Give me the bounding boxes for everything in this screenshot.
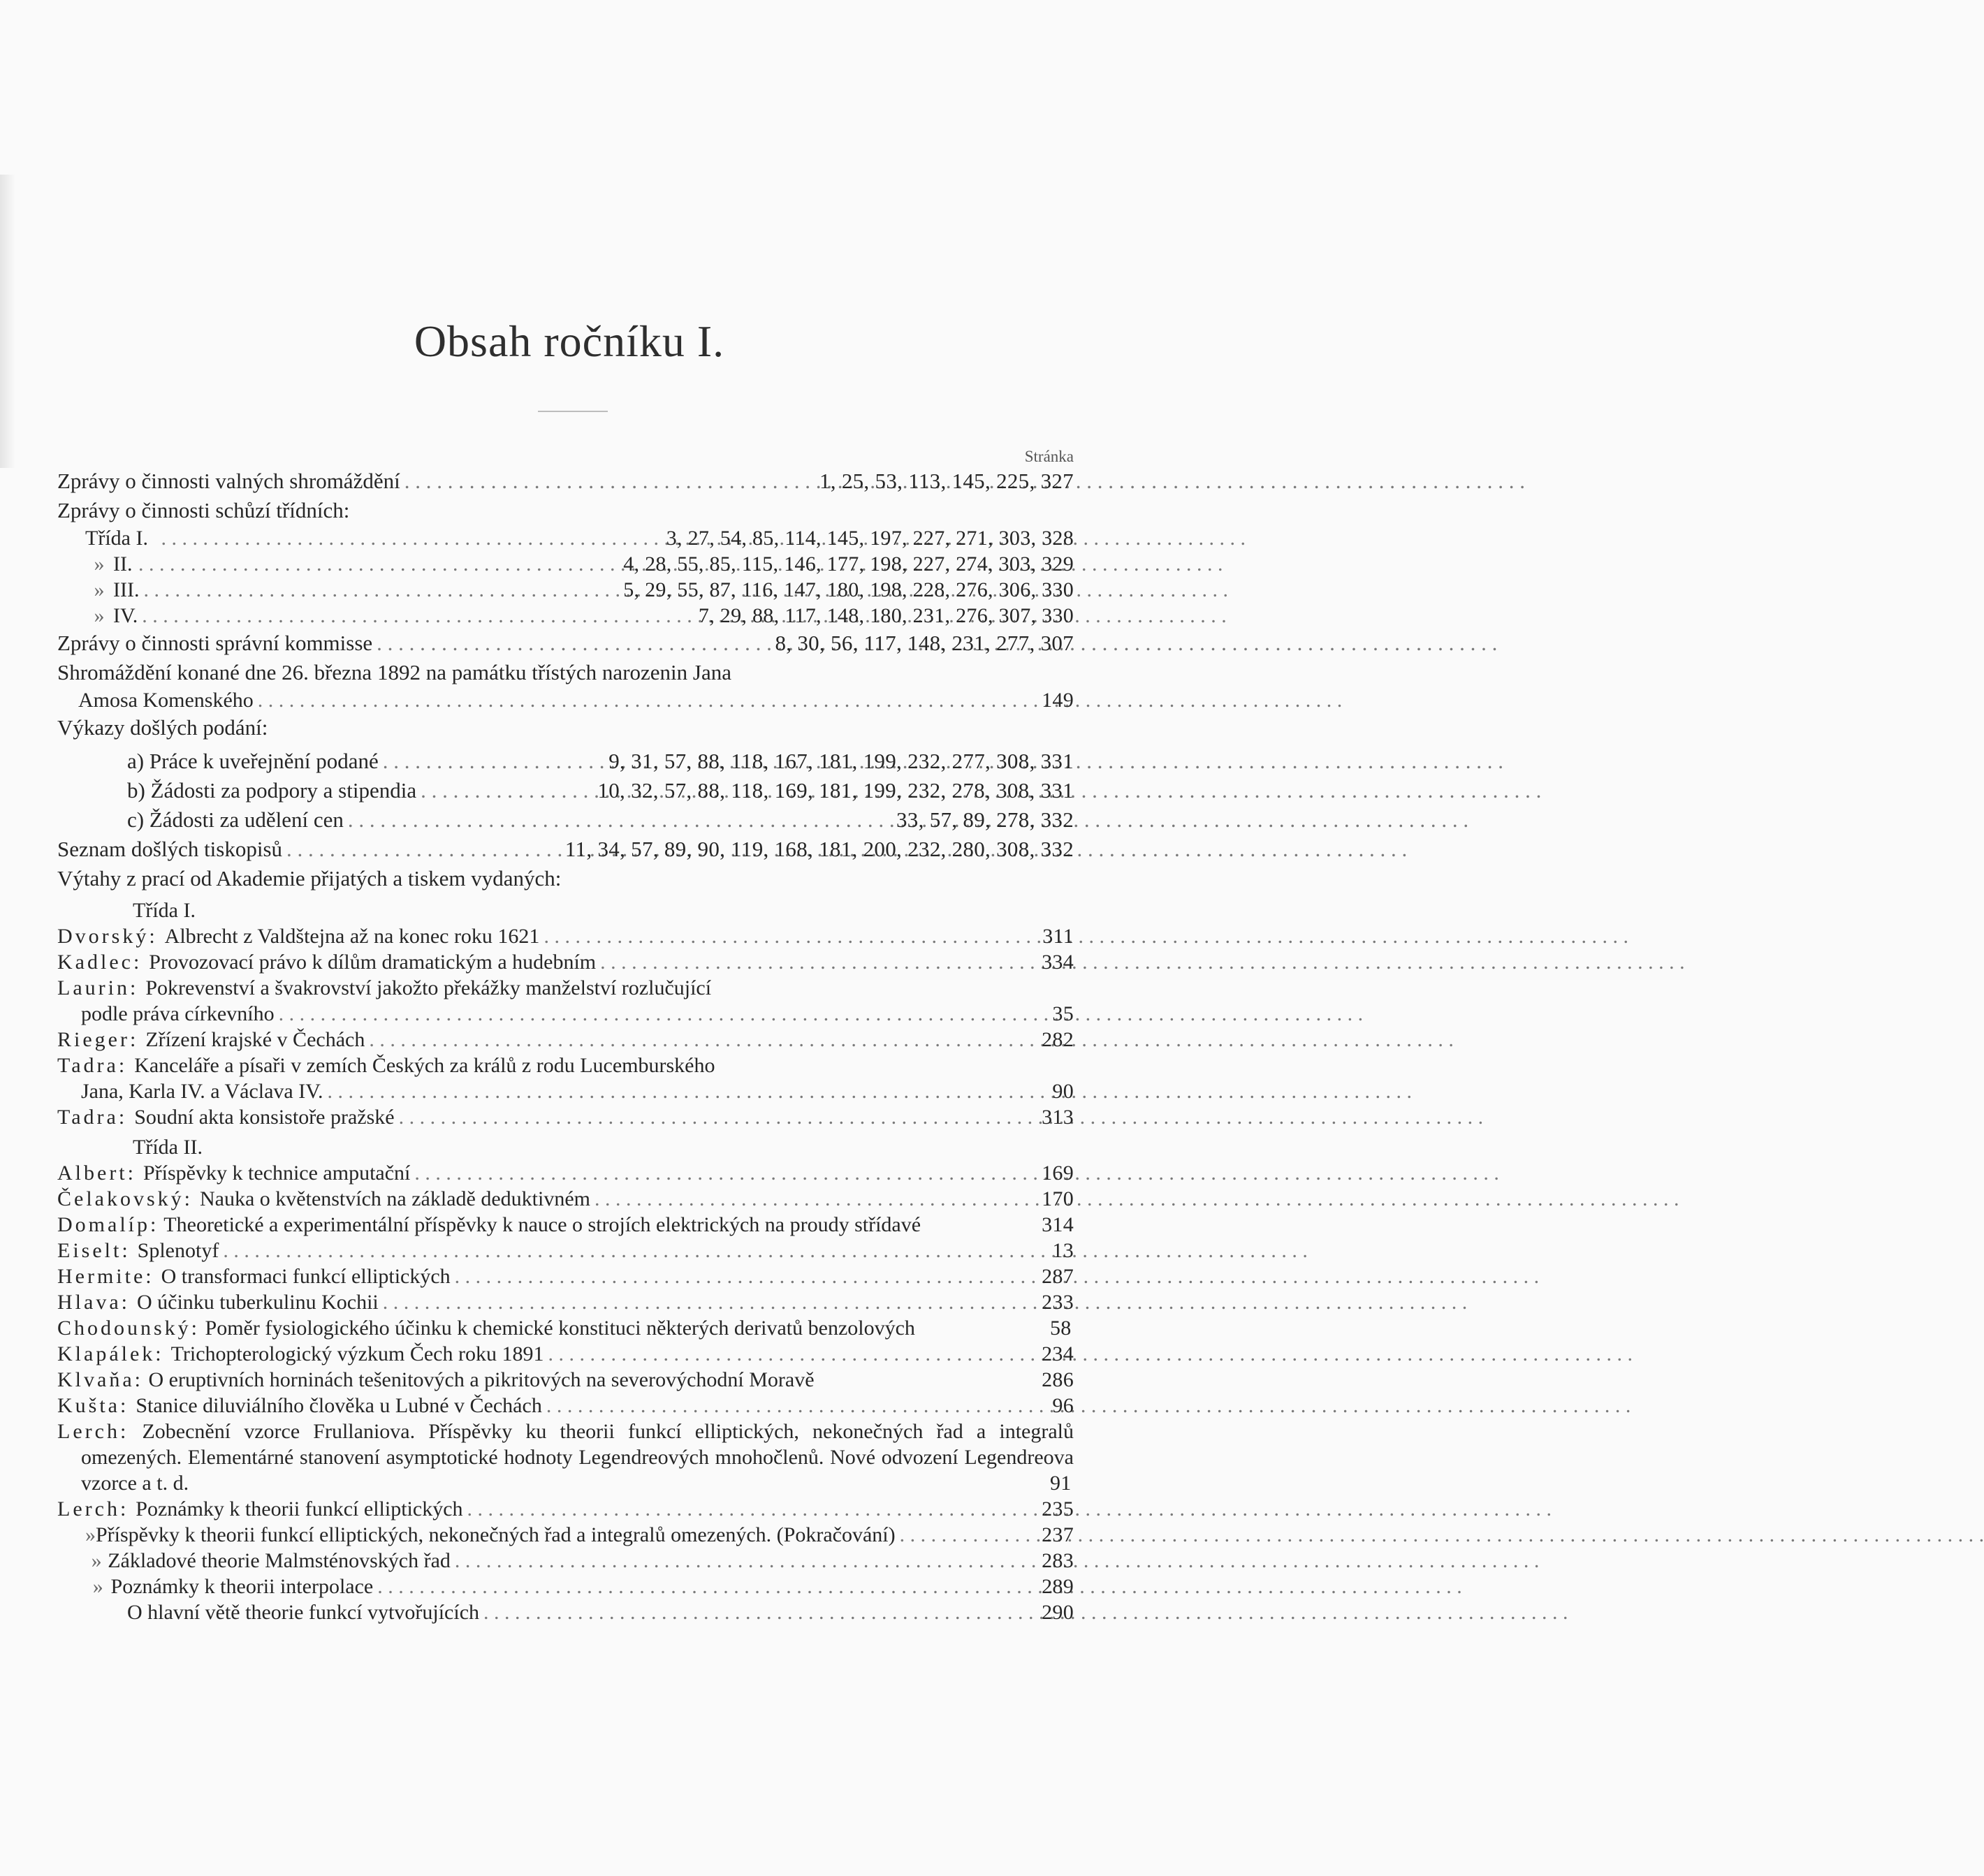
entry-author: Albert: — [57, 1161, 136, 1185]
toc-entry — [57, 1315, 1074, 1341]
entry-pages: 3, 27, 54, 85, 114, 145, 197, 227, 271, 303, 328 — [666, 527, 1074, 550]
toc-entry — [57, 1104, 1074, 1130]
toc-entry — [57, 975, 1074, 1001]
entry-title: Poznámky k theorii funkcí elliptických — [136, 1497, 463, 1520]
entry-title: Zobecnění vzorce Frullaniova. Příspěvky ku theorii funkcí elliptických, nekonečných řad a integralů omezených. Elementárné stanovení asymptotické hodnoty Legendreových mnohočlenů. Nové odvození Legendreova vzorce a t. d. — [81, 1420, 1074, 1495]
entry-page: 237 — [1042, 1523, 1074, 1546]
leader-dots — [223, 1238, 1048, 1263]
toc-entry-class-3 — [57, 577, 1074, 603]
toc-entry-class-1 — [57, 525, 1074, 551]
section-heading-excerpts — [57, 864, 1074, 893]
entry-title: Shromáždění konané dne 26. března 1892 na památku třístých narozenin Jana — [57, 660, 731, 684]
entry-page: 334 — [1042, 951, 1074, 974]
leader-dots — [142, 603, 694, 629]
entry-title: Základové theorie Malmsténovských řad — [108, 1549, 451, 1572]
entry-page: 289 — [1042, 1575, 1074, 1598]
ditto-mark: » — [92, 1575, 103, 1598]
entry-page: 290 — [1042, 1601, 1074, 1624]
toc-entry — [57, 1599, 1074, 1625]
toc-entry-commission — [57, 629, 1074, 658]
entry-author: Rieger: — [57, 1028, 139, 1051]
toc-entry-class-2 — [57, 551, 1074, 577]
toc-entry — [57, 1496, 1074, 1522]
leader-dots — [544, 923, 1038, 949]
entry-author: Dvorský: — [57, 925, 158, 948]
entry-page: 35 — [1052, 1002, 1074, 1025]
entry-page: 287 — [1042, 1265, 1074, 1288]
entry-title: O eruptivních horninách tešenitových a pikritových na severovýchodní Moravě — [148, 1368, 815, 1391]
toc-entry — [57, 1027, 1074, 1053]
leader-dots — [399, 1104, 1037, 1130]
entry-pages: 149 — [1042, 689, 1074, 712]
page-title: Obsah ročníku I. — [414, 316, 725, 366]
entry-pages: 8, 30, 56, 117, 148, 231, 277, 307 — [775, 631, 1074, 655]
entry-page: 234 — [1042, 1342, 1074, 1365]
entry-title: Splenotyf — [137, 1239, 219, 1262]
entry-pages: 10, 32, 57, 88, 118, 169, 181, 199, 232, 278, 308, 331 — [597, 778, 1074, 803]
entry-page-wrap — [1042, 1212, 1074, 1238]
toc-entry — [57, 949, 1074, 975]
leader-dots — [548, 1341, 1037, 1367]
entry-author: Eiselt: — [57, 1239, 131, 1262]
toc-entry — [57, 1548, 1074, 1574]
entry-author: Tadra: — [57, 1054, 128, 1077]
toc-entry — [57, 1393, 1074, 1419]
entry-title-cont: Jana, Karla IV. a Václava IV. — [81, 1080, 323, 1103]
class-numeral: IV. — [113, 604, 138, 627]
section-title: Výtahy z prací od Akademie přijatých a tiskem vydaných: — [57, 866, 562, 891]
subsection-heading-class-1 — [57, 897, 1074, 923]
entry-page: 90 — [1052, 1080, 1074, 1103]
leader-dots — [143, 577, 619, 603]
subsection-title: Třída II. — [133, 1136, 203, 1159]
entry-title: Kanceláře a písaři v zemích Českých za králů z rodu Lucemburského — [134, 1054, 715, 1077]
ditto-mark: » — [91, 1549, 102, 1572]
entry-title: O účinku tuberkulinu Kochii — [136, 1291, 379, 1314]
toc-entry — [57, 1186, 1074, 1212]
entry-title: a) Práce k uveřejnění podané — [127, 749, 379, 773]
section-heading-submissions — [57, 713, 1074, 742]
leader-dots — [404, 467, 815, 496]
leader-dots — [369, 1027, 1037, 1053]
toc-entry — [57, 1522, 1074, 1548]
leader-dots — [286, 835, 561, 864]
entry-pages: 7, 29, 88, 117, 148, 180, 231, 276, 307, 330 — [698, 604, 1074, 627]
class-numeral: I. — [136, 527, 148, 550]
entry-page: 313 — [1042, 1106, 1074, 1129]
entry-title-cont: podle práva církevního — [81, 1002, 275, 1025]
entry-page: 13 — [1052, 1239, 1074, 1262]
subsection-heading-class-2 — [57, 1134, 1074, 1160]
ditto-mark: » — [94, 552, 105, 576]
entry-title: Theoretické a experimentální příspěvky k nauce o strojích elektrických na proudy střídavé — [163, 1213, 921, 1236]
leader-dots — [383, 1289, 1037, 1315]
entry-pages: 11, 34, 57, 89, 90, 119, 168, 181, 200, 232, 280, 308, 332 — [564, 837, 1074, 861]
entry-title: Trichopterologický výzkum Čech roku 1891 — [170, 1342, 544, 1365]
entry-title: Stanice diluviálního člověka u Lubné v Čechách — [136, 1394, 542, 1417]
ditto-mark: » — [94, 604, 105, 627]
section-heading-class-reports — [57, 496, 1074, 525]
entry-page: 96 — [1052, 1394, 1074, 1417]
entry-author: Chodounský: — [57, 1317, 200, 1340]
toc-entry — [57, 1419, 1074, 1496]
class-numeral: III. — [113, 578, 140, 601]
class-label: Třída — [85, 527, 131, 550]
leader-dots — [483, 1599, 1037, 1625]
leader-dots — [600, 949, 1037, 975]
leader-dots — [279, 1001, 1049, 1027]
entry-pages: 33, 57, 89, 278, 332 — [896, 807, 1074, 832]
leader-dots — [595, 1186, 1037, 1212]
toc-entry-meeting-line-2 — [57, 687, 1074, 713]
leader-dots — [546, 1393, 1049, 1419]
leader-dots — [414, 1160, 1037, 1186]
entry-pages: 9, 31, 57, 88, 118, 167, 181, 199, 232, 277, 308, 331 — [608, 749, 1074, 773]
entry-title: Nauka o květenstvích na základě deduktivném — [200, 1187, 590, 1210]
entry-title: Příspěvky k technice amputační — [143, 1161, 411, 1185]
entry-author: Čelakovský: — [57, 1187, 193, 1210]
leader-dots — [377, 1574, 1037, 1599]
entry-author: Kadlec: — [57, 951, 143, 974]
entry-title: O transformaci funkcí elliptických — [161, 1265, 451, 1288]
ditto-mark: » — [85, 1523, 96, 1546]
leader-dots — [421, 776, 593, 805]
entry-page: 169 — [1042, 1161, 1074, 1185]
subsection-title: Třída I. — [133, 899, 196, 922]
toc-entry — [57, 1341, 1074, 1367]
toc-entry-submissions-b — [57, 776, 1074, 805]
title-divider — [538, 411, 608, 412]
ditto-mark: » — [94, 578, 105, 601]
entry-author: Laurin: — [57, 976, 139, 999]
leader-dots — [467, 1496, 1038, 1522]
toc-entry-general-meetings — [57, 467, 1074, 496]
entry-page-wrap — [1042, 1367, 1074, 1393]
class-1-entries — [57, 923, 1074, 1130]
table-of-contents — [57, 447, 1074, 1625]
toc-entry — [57, 1289, 1074, 1315]
entry-page: 283 — [1042, 1549, 1074, 1572]
leader-dots — [348, 805, 892, 835]
entry-author: Tadra: — [57, 1106, 128, 1129]
toc-entry-meeting-line-1 — [57, 658, 1074, 687]
entry-title: Poměr fysiologického účinku k chemické konstituci některých derivatů benzolových — [205, 1317, 915, 1340]
toc-entry — [57, 923, 1074, 949]
entry-author: Hlava: — [57, 1291, 130, 1314]
entry-title: Poznámky k theorii interpolace — [110, 1575, 374, 1598]
toc-entry-printed-list — [57, 835, 1074, 864]
entry-title-cont: Amosa Komenského — [78, 689, 254, 712]
entry-title: Příspěvky k theorii funkcí elliptických, nekonečných řad a integralů omezených. (Pokračování) — [96, 1523, 896, 1546]
entry-author: Klapálek: — [57, 1342, 164, 1365]
entry-page: 282 — [1042, 1028, 1074, 1051]
toc-entry-submissions-c — [57, 805, 1074, 835]
toc-entry — [57, 1574, 1074, 1599]
entry-page: 91 — [1050, 1472, 1072, 1495]
leader-dots — [161, 525, 662, 551]
leader-dots — [383, 747, 604, 776]
section-title: Zprávy o činnosti schůzí třídních: — [57, 498, 350, 522]
toc-entry — [57, 1238, 1074, 1263]
entry-page: 58 — [1050, 1317, 1072, 1340]
entry-pages: 4, 28, 55, 85, 115, 146, 177, 198, 227, 274, 303, 329 — [623, 552, 1074, 576]
entry-title: Provozovací právo k dílům dramatickým a hudebním — [149, 951, 597, 974]
entry-title: Pokrevenství a švakrovství jakožto překážky manželství rozlučující — [145, 976, 712, 999]
entry-title: c) Žádosti za udělení cen — [127, 807, 344, 832]
class-numeral: II. — [113, 552, 133, 576]
entry-author: Lerch: — [57, 1420, 129, 1443]
class-2-entries — [57, 1160, 1074, 1625]
entry-author: Lerch: — [57, 1497, 129, 1520]
leader-dots — [455, 1548, 1037, 1574]
entry-page: 235 — [1042, 1497, 1074, 1520]
entry-title: b) Žádosti za podpory a stipendia — [127, 778, 417, 803]
leader-dots — [900, 1522, 1037, 1548]
entry-page: 170 — [1042, 1187, 1074, 1210]
toc-entry — [57, 1367, 1074, 1393]
entry-page: 286 — [1042, 1368, 1074, 1391]
leader-dots — [455, 1263, 1037, 1289]
entry-title: Zprávy o činnosti valných shromáždění — [57, 469, 400, 493]
entry-page: 233 — [1042, 1291, 1074, 1314]
section-title: Výkazy došlých podání: — [57, 715, 268, 740]
entry-author: Hermite: — [57, 1265, 154, 1288]
entry-title: Seznam došlých tiskopisů — [57, 837, 283, 861]
toc-entry-submissions-a — [57, 747, 1074, 776]
entry-title: Albrecht z Valdštejna až na konec roku 1621 — [164, 925, 540, 948]
entry-author: Kušta: — [57, 1394, 129, 1417]
entry-pages: 5, 29, 55, 87, 116, 147, 180, 198, 228, 276, 306, 330 — [623, 578, 1074, 601]
entry-page: 314 — [1042, 1213, 1074, 1236]
leader-dots — [328, 1078, 1049, 1104]
entry-title: Zřízení krajské v Čechách — [145, 1028, 365, 1051]
entry-author: Domalíp: — [57, 1213, 159, 1236]
leader-dots — [377, 629, 771, 658]
toc-entry-class-4 — [57, 603, 1074, 629]
leader-dots — [138, 551, 619, 577]
toc-entry-cont — [57, 1001, 1074, 1027]
page-column-header: Stránka — [1024, 448, 1074, 465]
toc-entry — [57, 1212, 1074, 1238]
entry-author: Klvaňa: — [57, 1368, 143, 1391]
leader-dots — [258, 687, 1037, 713]
entry-page: 311 — [1042, 925, 1074, 948]
entry-title: O hlavní větě theorie funkcí vytvořujících — [127, 1601, 480, 1624]
entry-pages: 1, 25, 53, 113, 145, 225, 327 — [819, 469, 1074, 493]
toc-entry-cont — [57, 1078, 1074, 1104]
toc-entry — [57, 1263, 1074, 1289]
toc-entry — [57, 1160, 1074, 1186]
entry-title: Zprávy o činnosti správní kommisse — [57, 631, 373, 655]
toc-entry — [57, 1053, 1074, 1078]
entry-title: Soudní akta konsistoře pražské — [134, 1106, 395, 1129]
